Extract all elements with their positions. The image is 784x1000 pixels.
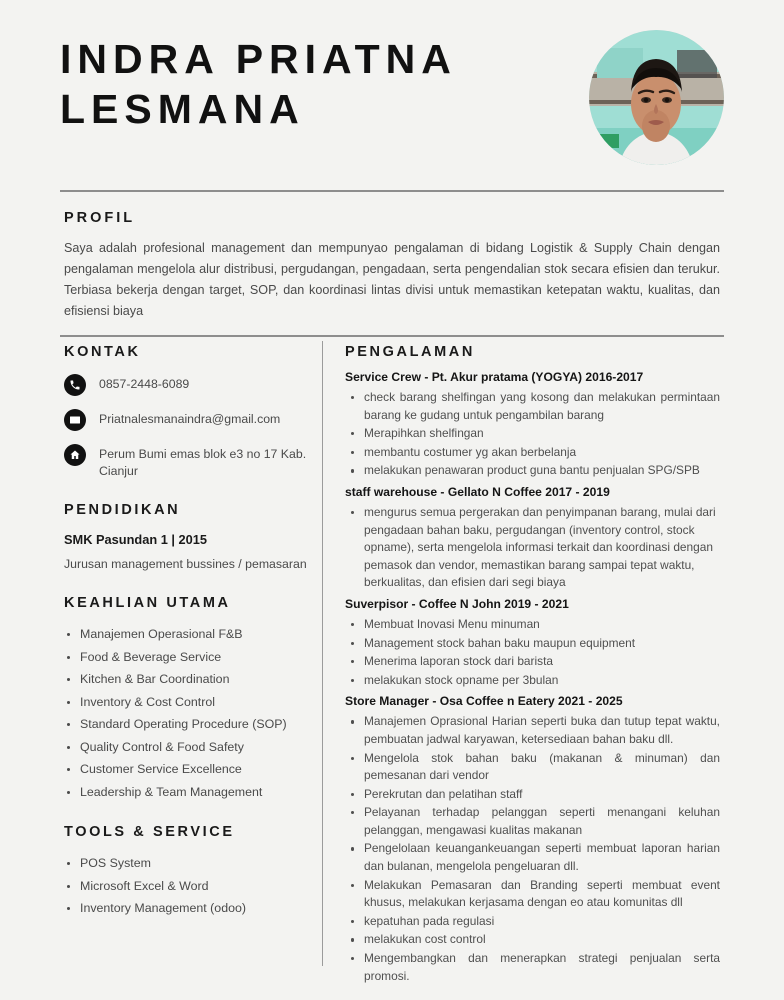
list-item: kepatuhan pada regulasi bbox=[345, 913, 720, 931]
list-item: Quality Control & Food Safety bbox=[64, 738, 308, 758]
education-section bbox=[64, 502, 308, 573]
name-line-2: LESMANA bbox=[60, 86, 305, 132]
experience-heading: Suverpisor - Coffee N John 2019 - 2021 bbox=[345, 596, 569, 611]
home-icon bbox=[64, 444, 86, 466]
list-item: Manajemen Operasional F&B bbox=[64, 625, 308, 645]
contact-title: KONTAK bbox=[64, 344, 141, 360]
contact-phone-value: 0857-2448-6089 bbox=[99, 377, 190, 391]
resume-header bbox=[60, 26, 724, 176]
list-item: Management stock bahan baku maupun equipment bbox=[345, 635, 720, 653]
list-item: Inventory Management (odoo) bbox=[64, 899, 308, 919]
list-item: melakukan stock opname per 3bulan bbox=[345, 672, 720, 690]
contact-email-row[interactable] bbox=[64, 409, 308, 431]
experience-title: PENGALAMAN bbox=[345, 344, 475, 360]
education-title: PENDIDIKAN bbox=[64, 502, 181, 518]
experience-entry bbox=[345, 369, 720, 480]
experience-heading: Store Manager - Osa Coffee n Eatery 2021 - 2025 bbox=[345, 694, 623, 709]
list-item: Standard Operating Procedure (SOP) bbox=[64, 715, 308, 735]
profile-photo bbox=[589, 30, 724, 165]
profile-title: PROFIL bbox=[64, 210, 136, 226]
list-item: Inventory & Cost Control bbox=[64, 693, 308, 713]
list-item: Food & Beverage Service bbox=[64, 648, 308, 668]
experience-column bbox=[345, 344, 720, 989]
list-item: Microsoft Excel & Word bbox=[64, 877, 308, 897]
list-item: Perekrutan dan pelatihan staff bbox=[345, 786, 720, 804]
list-item: Leadership & Team Management bbox=[64, 783, 308, 803]
list-item: Kitchen & Bar Coordination bbox=[64, 670, 308, 690]
contact-address-value: Perum Bumi emas blok e3 no 17 Kab. Cianjur bbox=[99, 447, 307, 478]
list-item: POS System bbox=[64, 854, 308, 874]
tools-list bbox=[64, 854, 308, 919]
list-item: Pelayanan terhadap pelanggan seperti menangani keluhan pelanggan, mengawasi kualitas makanan bbox=[345, 804, 720, 839]
education-school: SMK Pasundan 1 | 2015 bbox=[64, 532, 207, 547]
contact-phone-row[interactable] bbox=[64, 374, 308, 396]
phone-icon bbox=[64, 374, 86, 396]
list-item: Mengembangkan dan menerapkan strategi penjualan serta promosi. bbox=[345, 950, 720, 985]
left-column bbox=[64, 344, 308, 941]
contact-address-row[interactable] bbox=[64, 444, 308, 480]
list-item: Merapihkan shelfingan bbox=[345, 425, 720, 443]
list-item: membantu costumer yg akan berbelanja bbox=[345, 444, 720, 462]
list-item: Customer Service Excellence bbox=[64, 760, 308, 780]
contact-email-value: Priatnalesmanaindra@gmail.com bbox=[99, 412, 281, 426]
education-major: Jurusan management bussines / pemasaran bbox=[64, 557, 307, 571]
skills-title: KEAHLIAN UTAMA bbox=[64, 595, 231, 611]
experience-heading: staff warehouse - Gellato N Coffee 2017 - 2019 bbox=[345, 484, 610, 499]
experience-bullets bbox=[345, 504, 720, 592]
candidate-name bbox=[60, 26, 457, 134]
experience-bullets bbox=[345, 616, 720, 689]
list-item: Pengelolaan keuangankeuangan seperti membuat laporan harian dan bulanan, mengelola pengeluaran dll. bbox=[345, 840, 720, 875]
envelope-icon bbox=[64, 409, 86, 431]
experience-entry bbox=[345, 596, 720, 689]
tools-title: TOOLS & SERVICE bbox=[64, 824, 235, 840]
tools-section bbox=[64, 824, 308, 919]
list-item: mengurus semua pergerakan dan penyimpanan barang, mulai dari pengadaan bahan baku, pergudangan (inventory control, stock opname), serta mengelola informasi terkait dan koordinasi dengan pemasok dan vendor, memastikan barang sampai tepat waktu, berkualitas, dan efisien dari segi biaya bbox=[345, 504, 720, 592]
list-item: Manajemen Oprasional Harian seperti buka dan tutup tepat waktu, pembuatan jadwal karyawan, ketersediaan bahan baku dll. bbox=[345, 713, 720, 748]
skills-section bbox=[64, 595, 308, 802]
experience-bullets bbox=[345, 389, 720, 480]
experience-heading: Service Crew - Pt. Akur pratama (YOGYA) 2016-2017 bbox=[345, 370, 644, 384]
skills-list bbox=[64, 625, 308, 802]
list-item: Melakukan Pemasaran dan Branding seperti membuat event khusus, melakukan kerjasama dengan eo atau komunitas dll bbox=[345, 877, 720, 912]
profile-photo-graphic bbox=[589, 30, 724, 165]
profile-divider bbox=[60, 335, 724, 337]
list-item: check barang shelfingan yang kosong dan melakukan permintaan barang ke gudang untuk pengambilan barang bbox=[345, 389, 720, 424]
profile-text: Saya adalah profesional management dan mempunyao pengalaman di bidang Logistik & Supply Chain dengan pengalaman mengelola alur distribusi, pergudangan, pengadaan, serta pengendalian stok secara efisien dan terukur. Terbiasa bekerja dengan target, SOP, dan koordinasi lintas divisi untuk memastikan ketepatan waktu, kualitas, dan efisiensi biaya bbox=[64, 241, 720, 318]
contact-section bbox=[64, 344, 308, 480]
list-item: Menerima laporan stock dari barista bbox=[345, 653, 720, 671]
list-item: Membuat Inovasi Menu minuman bbox=[345, 616, 720, 634]
profile-section bbox=[64, 210, 720, 322]
experience-bullets bbox=[345, 713, 720, 985]
experience-entry bbox=[345, 484, 720, 592]
column-divider bbox=[322, 341, 323, 966]
name-line-1: INDRA PRIATNA bbox=[60, 36, 457, 82]
header-divider bbox=[60, 190, 724, 192]
experience-entry bbox=[345, 693, 720, 985]
list-item: melakukan cost control bbox=[345, 931, 720, 949]
list-item: Mengelola stok bahan baku (makanan & minuman) dan pemesanan dari vendor bbox=[345, 750, 720, 785]
list-item: melakukan penawaran product guna bantu penjualan SPG/SPB bbox=[345, 462, 720, 480]
